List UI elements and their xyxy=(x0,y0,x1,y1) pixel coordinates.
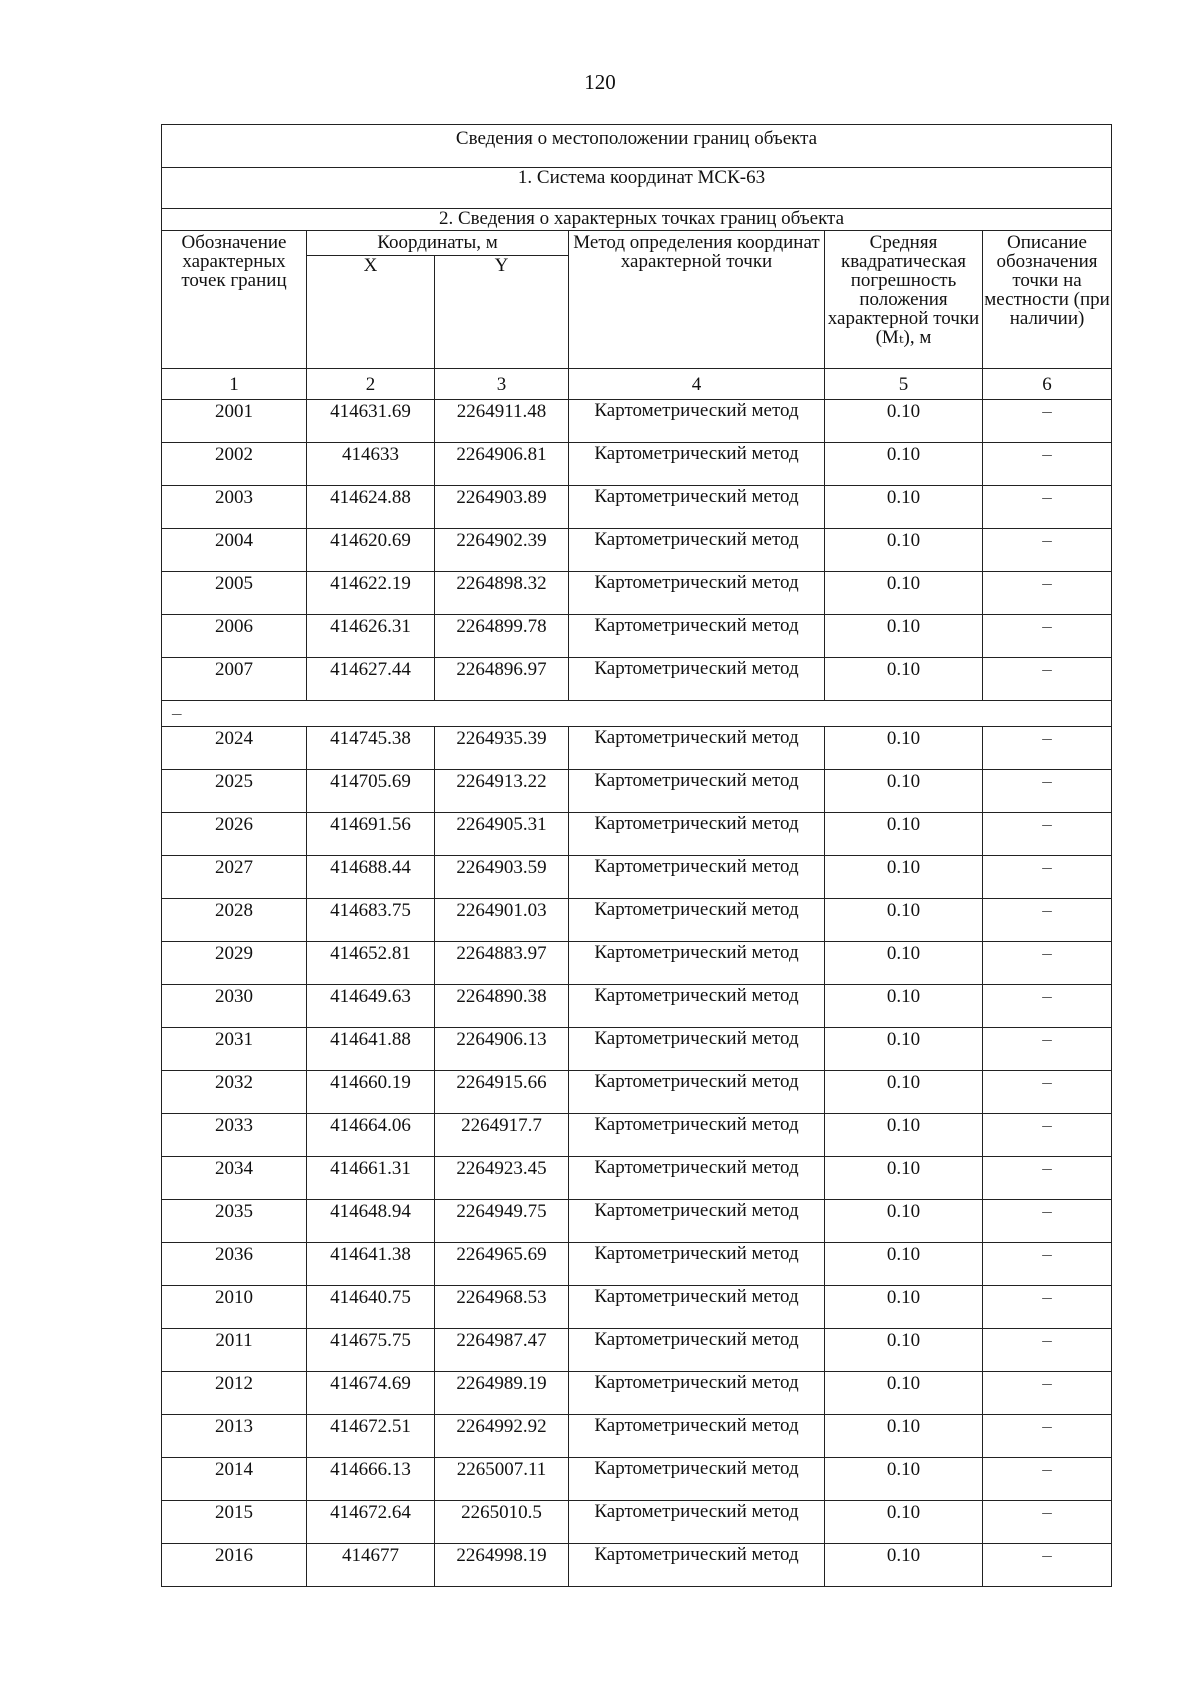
table-row xyxy=(162,615,1112,658)
description-cell: – xyxy=(983,658,1112,701)
description-cell: – xyxy=(983,1200,1112,1243)
y-coordinate-cell: 2264917.7 xyxy=(435,1114,569,1157)
error-cell: 0.10 xyxy=(825,1114,983,1157)
table-row xyxy=(162,1372,1112,1415)
description-cell: – xyxy=(983,1114,1112,1157)
table-row xyxy=(162,899,1112,942)
point-id-cell: 2032 xyxy=(162,1071,307,1114)
x-coordinate-cell: 414661.31 xyxy=(307,1157,435,1200)
description-cell: – xyxy=(983,1458,1112,1501)
description-cell: – xyxy=(983,1544,1112,1587)
table-row xyxy=(162,443,1112,486)
table-row xyxy=(162,727,1112,770)
description-cell: – xyxy=(983,1372,1112,1415)
points-heading-row xyxy=(162,209,1112,231)
header-coordinates: Координаты, м xyxy=(307,231,569,256)
error-cell: 0.10 xyxy=(825,813,983,856)
y-coordinate-cell: 2265007.11 xyxy=(435,1458,569,1501)
header-y: Y xyxy=(435,256,569,369)
x-coordinate-cell: 414745.38 xyxy=(307,727,435,770)
column-numbers-row xyxy=(162,369,1112,400)
error-cell: 0.10 xyxy=(825,572,983,615)
y-coordinate-cell: 2264883.97 xyxy=(435,942,569,985)
x-coordinate-cell: 414683.75 xyxy=(307,899,435,942)
description-cell: – xyxy=(983,1501,1112,1544)
point-id-cell: 2036 xyxy=(162,1243,307,1286)
x-coordinate-cell: 414660.19 xyxy=(307,1071,435,1114)
table-row xyxy=(162,1415,1112,1458)
x-coordinate-cell: 414664.06 xyxy=(307,1114,435,1157)
x-coordinate-cell: 414705.69 xyxy=(307,770,435,813)
point-id-cell: 2007 xyxy=(162,658,307,701)
description-cell: – xyxy=(983,942,1112,985)
page-number: 120 xyxy=(584,70,616,94)
point-id-cell: 2016 xyxy=(162,1544,307,1587)
x-coordinate-cell: 414631.69 xyxy=(307,400,435,443)
error-cell: 0.10 xyxy=(825,1458,983,1501)
point-id-cell: 2015 xyxy=(162,1501,307,1544)
table-row xyxy=(162,1157,1112,1200)
x-coordinate-cell: 414633 xyxy=(307,443,435,486)
coordinate-system: 1. Система координат МСК-63 xyxy=(162,168,1112,209)
description-cell: – xyxy=(983,1028,1112,1071)
description-cell: – xyxy=(983,813,1112,856)
y-coordinate-cell: 2264968.53 xyxy=(435,1286,569,1329)
method-cell: Картометрический метод xyxy=(569,727,825,770)
error-cell: 0.10 xyxy=(825,1286,983,1329)
y-coordinate-cell: 2264949.75 xyxy=(435,1200,569,1243)
point-id-cell: 2028 xyxy=(162,899,307,942)
header-row xyxy=(162,231,1112,256)
error-cell: 0.10 xyxy=(825,443,983,486)
point-id-cell: 2034 xyxy=(162,1157,307,1200)
description-cell: – xyxy=(983,727,1112,770)
points-heading: 2. Сведения о характерных точках границ объекта xyxy=(162,209,1112,231)
error-cell: 0.10 xyxy=(825,985,983,1028)
point-id-cell: 2006 xyxy=(162,615,307,658)
y-coordinate-cell: 2264890.38 xyxy=(435,985,569,1028)
x-coordinate-cell: 414620.69 xyxy=(307,529,435,572)
coordinate-system-row xyxy=(162,168,1112,209)
description-cell: – xyxy=(983,1071,1112,1114)
point-id-cell: 2031 xyxy=(162,1028,307,1071)
table-row xyxy=(162,572,1112,615)
table-row xyxy=(162,658,1112,701)
y-coordinate-cell: 2264899.78 xyxy=(435,615,569,658)
method-cell: Картометрический метод xyxy=(569,942,825,985)
boundary-points-table xyxy=(161,124,1112,1587)
table-row xyxy=(162,1458,1112,1501)
error-cell: 0.10 xyxy=(825,856,983,899)
table-row xyxy=(162,942,1112,985)
method-cell: Картометрический метод xyxy=(569,813,825,856)
table-row xyxy=(162,1286,1112,1329)
method-cell: Картометрический метод xyxy=(569,1329,825,1372)
point-id-cell: 2026 xyxy=(162,813,307,856)
method-cell: Картометрический метод xyxy=(569,400,825,443)
column-number: 5 xyxy=(825,369,983,400)
y-coordinate-cell: 2264987.47 xyxy=(435,1329,569,1372)
y-coordinate-cell: 2265010.5 xyxy=(435,1501,569,1544)
error-cell: 0.10 xyxy=(825,899,983,942)
error-cell: 0.10 xyxy=(825,1415,983,1458)
error-cell: 0.10 xyxy=(825,1157,983,1200)
error-cell: 0.10 xyxy=(825,1329,983,1372)
method-cell: Картометрический метод xyxy=(569,1286,825,1329)
y-coordinate-cell: 2264906.13 xyxy=(435,1028,569,1071)
column-number: 4 xyxy=(569,369,825,400)
table-row xyxy=(162,813,1112,856)
gap-mark: – xyxy=(162,701,1112,727)
x-coordinate-cell: 414626.31 xyxy=(307,615,435,658)
method-cell: Картометрический метод xyxy=(569,443,825,486)
point-id-cell: 2013 xyxy=(162,1415,307,1458)
point-id-cell: 2027 xyxy=(162,856,307,899)
y-coordinate-cell: 2264911.48 xyxy=(435,400,569,443)
description-cell: – xyxy=(983,400,1112,443)
method-cell: Картометрический метод xyxy=(569,899,825,942)
x-coordinate-cell: 414652.81 xyxy=(307,942,435,985)
y-coordinate-cell: 2264998.19 xyxy=(435,1544,569,1587)
method-cell: Картометрический метод xyxy=(569,1157,825,1200)
method-cell: Картометрический метод xyxy=(569,1458,825,1501)
table-row xyxy=(162,400,1112,443)
description-cell: – xyxy=(983,1286,1112,1329)
description-cell: – xyxy=(983,1329,1112,1372)
method-cell: Картометрический метод xyxy=(569,856,825,899)
x-coordinate-cell: 414627.44 xyxy=(307,658,435,701)
error-cell: 0.10 xyxy=(825,1544,983,1587)
method-cell: Картометрический метод xyxy=(569,658,825,701)
point-id-cell: 2011 xyxy=(162,1329,307,1372)
table-body xyxy=(162,125,1112,1587)
description-cell: – xyxy=(983,899,1112,942)
x-coordinate-cell: 414674.69 xyxy=(307,1372,435,1415)
y-coordinate-cell: 2264903.59 xyxy=(435,856,569,899)
description-cell: – xyxy=(983,486,1112,529)
method-cell: Картометрический метод xyxy=(569,572,825,615)
x-coordinate-cell: 414672.51 xyxy=(307,1415,435,1458)
x-coordinate-cell: 414641.88 xyxy=(307,1028,435,1071)
error-cell: 0.10 xyxy=(825,1501,983,1544)
y-coordinate-cell: 2264935.39 xyxy=(435,727,569,770)
point-id-cell: 2012 xyxy=(162,1372,307,1415)
y-coordinate-cell: 2264989.19 xyxy=(435,1372,569,1415)
error-cell: 0.10 xyxy=(825,942,983,985)
point-id-cell: 2030 xyxy=(162,985,307,1028)
x-coordinate-cell: 414677 xyxy=(307,1544,435,1587)
point-id-cell: 2025 xyxy=(162,770,307,813)
table-row xyxy=(162,1329,1112,1372)
method-cell: Картометрический метод xyxy=(569,1372,825,1415)
method-cell: Картометрический метод xyxy=(569,1544,825,1587)
x-coordinate-cell: 414688.44 xyxy=(307,856,435,899)
error-cell: 0.10 xyxy=(825,1071,983,1114)
method-cell: Картометрический метод xyxy=(569,1200,825,1243)
header-method: Метод определения координат характерной точки xyxy=(569,231,825,369)
header-description: Описание обозначения точки на местности (при наличии) xyxy=(983,231,1112,369)
error-cell: 0.10 xyxy=(825,658,983,701)
description-cell: – xyxy=(983,529,1112,572)
error-cell: 0.10 xyxy=(825,1372,983,1415)
table-row xyxy=(162,486,1112,529)
point-id-cell: 2033 xyxy=(162,1114,307,1157)
column-number: 2 xyxy=(307,369,435,400)
table-row xyxy=(162,1243,1112,1286)
table-row xyxy=(162,529,1112,572)
y-coordinate-cell: 2264923.45 xyxy=(435,1157,569,1200)
x-coordinate-cell: 414666.13 xyxy=(307,1458,435,1501)
description-cell: – xyxy=(983,856,1112,899)
description-cell: – xyxy=(983,572,1112,615)
column-number: 3 xyxy=(435,369,569,400)
method-cell: Картометрический метод xyxy=(569,1415,825,1458)
x-coordinate-cell: 414640.75 xyxy=(307,1286,435,1329)
error-cell: 0.10 xyxy=(825,727,983,770)
table-row xyxy=(162,1200,1112,1243)
header-designation: Обозначение характерных точек границ xyxy=(162,231,307,369)
description-cell: – xyxy=(983,985,1112,1028)
table-row xyxy=(162,1071,1112,1114)
point-id-cell: 2029 xyxy=(162,942,307,985)
point-id-cell: 2003 xyxy=(162,486,307,529)
table-title: Сведения о местоположении границ объекта xyxy=(162,125,1112,168)
table-title-row xyxy=(162,125,1112,168)
method-cell: Картометрический метод xyxy=(569,486,825,529)
y-coordinate-cell: 2264992.92 xyxy=(435,1415,569,1458)
method-cell: Картометрический метод xyxy=(569,1028,825,1071)
description-cell: – xyxy=(983,615,1112,658)
y-coordinate-cell: 2264905.31 xyxy=(435,813,569,856)
column-number: 6 xyxy=(983,369,1112,400)
method-cell: Картометрический метод xyxy=(569,529,825,572)
error-cell: 0.10 xyxy=(825,1200,983,1243)
point-id-cell: 2004 xyxy=(162,529,307,572)
y-coordinate-cell: 2264903.89 xyxy=(435,486,569,529)
method-cell: Картометрический метод xyxy=(569,1501,825,1544)
x-coordinate-cell: 414672.64 xyxy=(307,1501,435,1544)
y-coordinate-cell: 2264901.03 xyxy=(435,899,569,942)
x-coordinate-cell: 414691.56 xyxy=(307,813,435,856)
y-coordinate-cell: 2264896.97 xyxy=(435,658,569,701)
table-row xyxy=(162,856,1112,899)
description-cell: – xyxy=(983,1415,1112,1458)
x-coordinate-cell: 414622.19 xyxy=(307,572,435,615)
method-cell: Картометрический метод xyxy=(569,985,825,1028)
point-id-cell: 2001 xyxy=(162,400,307,443)
method-cell: Картометрический метод xyxy=(569,1243,825,1286)
description-cell: – xyxy=(983,1157,1112,1200)
description-cell: – xyxy=(983,770,1112,813)
method-cell: Картометрический метод xyxy=(569,1114,825,1157)
method-cell: Картометрический метод xyxy=(569,615,825,658)
table-row xyxy=(162,1544,1112,1587)
error-cell: 0.10 xyxy=(825,1243,983,1286)
table-row xyxy=(162,1114,1112,1157)
y-coordinate-cell: 2264965.69 xyxy=(435,1243,569,1286)
method-cell: Картометрический метод xyxy=(569,1071,825,1114)
y-coordinate-cell: 2264902.39 xyxy=(435,529,569,572)
table-row xyxy=(162,985,1112,1028)
error-cell: 0.10 xyxy=(825,615,983,658)
table-row xyxy=(162,770,1112,813)
description-cell: – xyxy=(983,443,1112,486)
point-id-cell: 2035 xyxy=(162,1200,307,1243)
x-coordinate-cell: 414675.75 xyxy=(307,1329,435,1372)
header-error: Средняя квадратическая погрешность положения характерной точки (Mₜ), м xyxy=(825,231,983,369)
error-cell: 0.10 xyxy=(825,1028,983,1071)
y-coordinate-cell: 2264915.66 xyxy=(435,1071,569,1114)
point-id-cell: 2014 xyxy=(162,1458,307,1501)
point-id-cell: 2005 xyxy=(162,572,307,615)
x-coordinate-cell: 414641.38 xyxy=(307,1243,435,1286)
y-coordinate-cell: 2264898.32 xyxy=(435,572,569,615)
x-coordinate-cell: 414649.63 xyxy=(307,985,435,1028)
y-coordinate-cell: 2264913.22 xyxy=(435,770,569,813)
y-coordinate-cell: 2264906.81 xyxy=(435,443,569,486)
omitted-rows-gap xyxy=(162,701,1112,727)
point-id-cell: 2024 xyxy=(162,727,307,770)
point-id-cell: 2010 xyxy=(162,1286,307,1329)
table-row xyxy=(162,1501,1112,1544)
point-id-cell: 2002 xyxy=(162,443,307,486)
header-x: X xyxy=(307,256,435,369)
column-number: 1 xyxy=(162,369,307,400)
error-cell: 0.10 xyxy=(825,400,983,443)
error-cell: 0.10 xyxy=(825,770,983,813)
x-coordinate-cell: 414624.88 xyxy=(307,486,435,529)
method-cell: Картометрический метод xyxy=(569,770,825,813)
table-row xyxy=(162,1028,1112,1071)
error-cell: 0.10 xyxy=(825,486,983,529)
error-cell: 0.10 xyxy=(825,529,983,572)
description-cell: – xyxy=(983,1243,1112,1286)
x-coordinate-cell: 414648.94 xyxy=(307,1200,435,1243)
